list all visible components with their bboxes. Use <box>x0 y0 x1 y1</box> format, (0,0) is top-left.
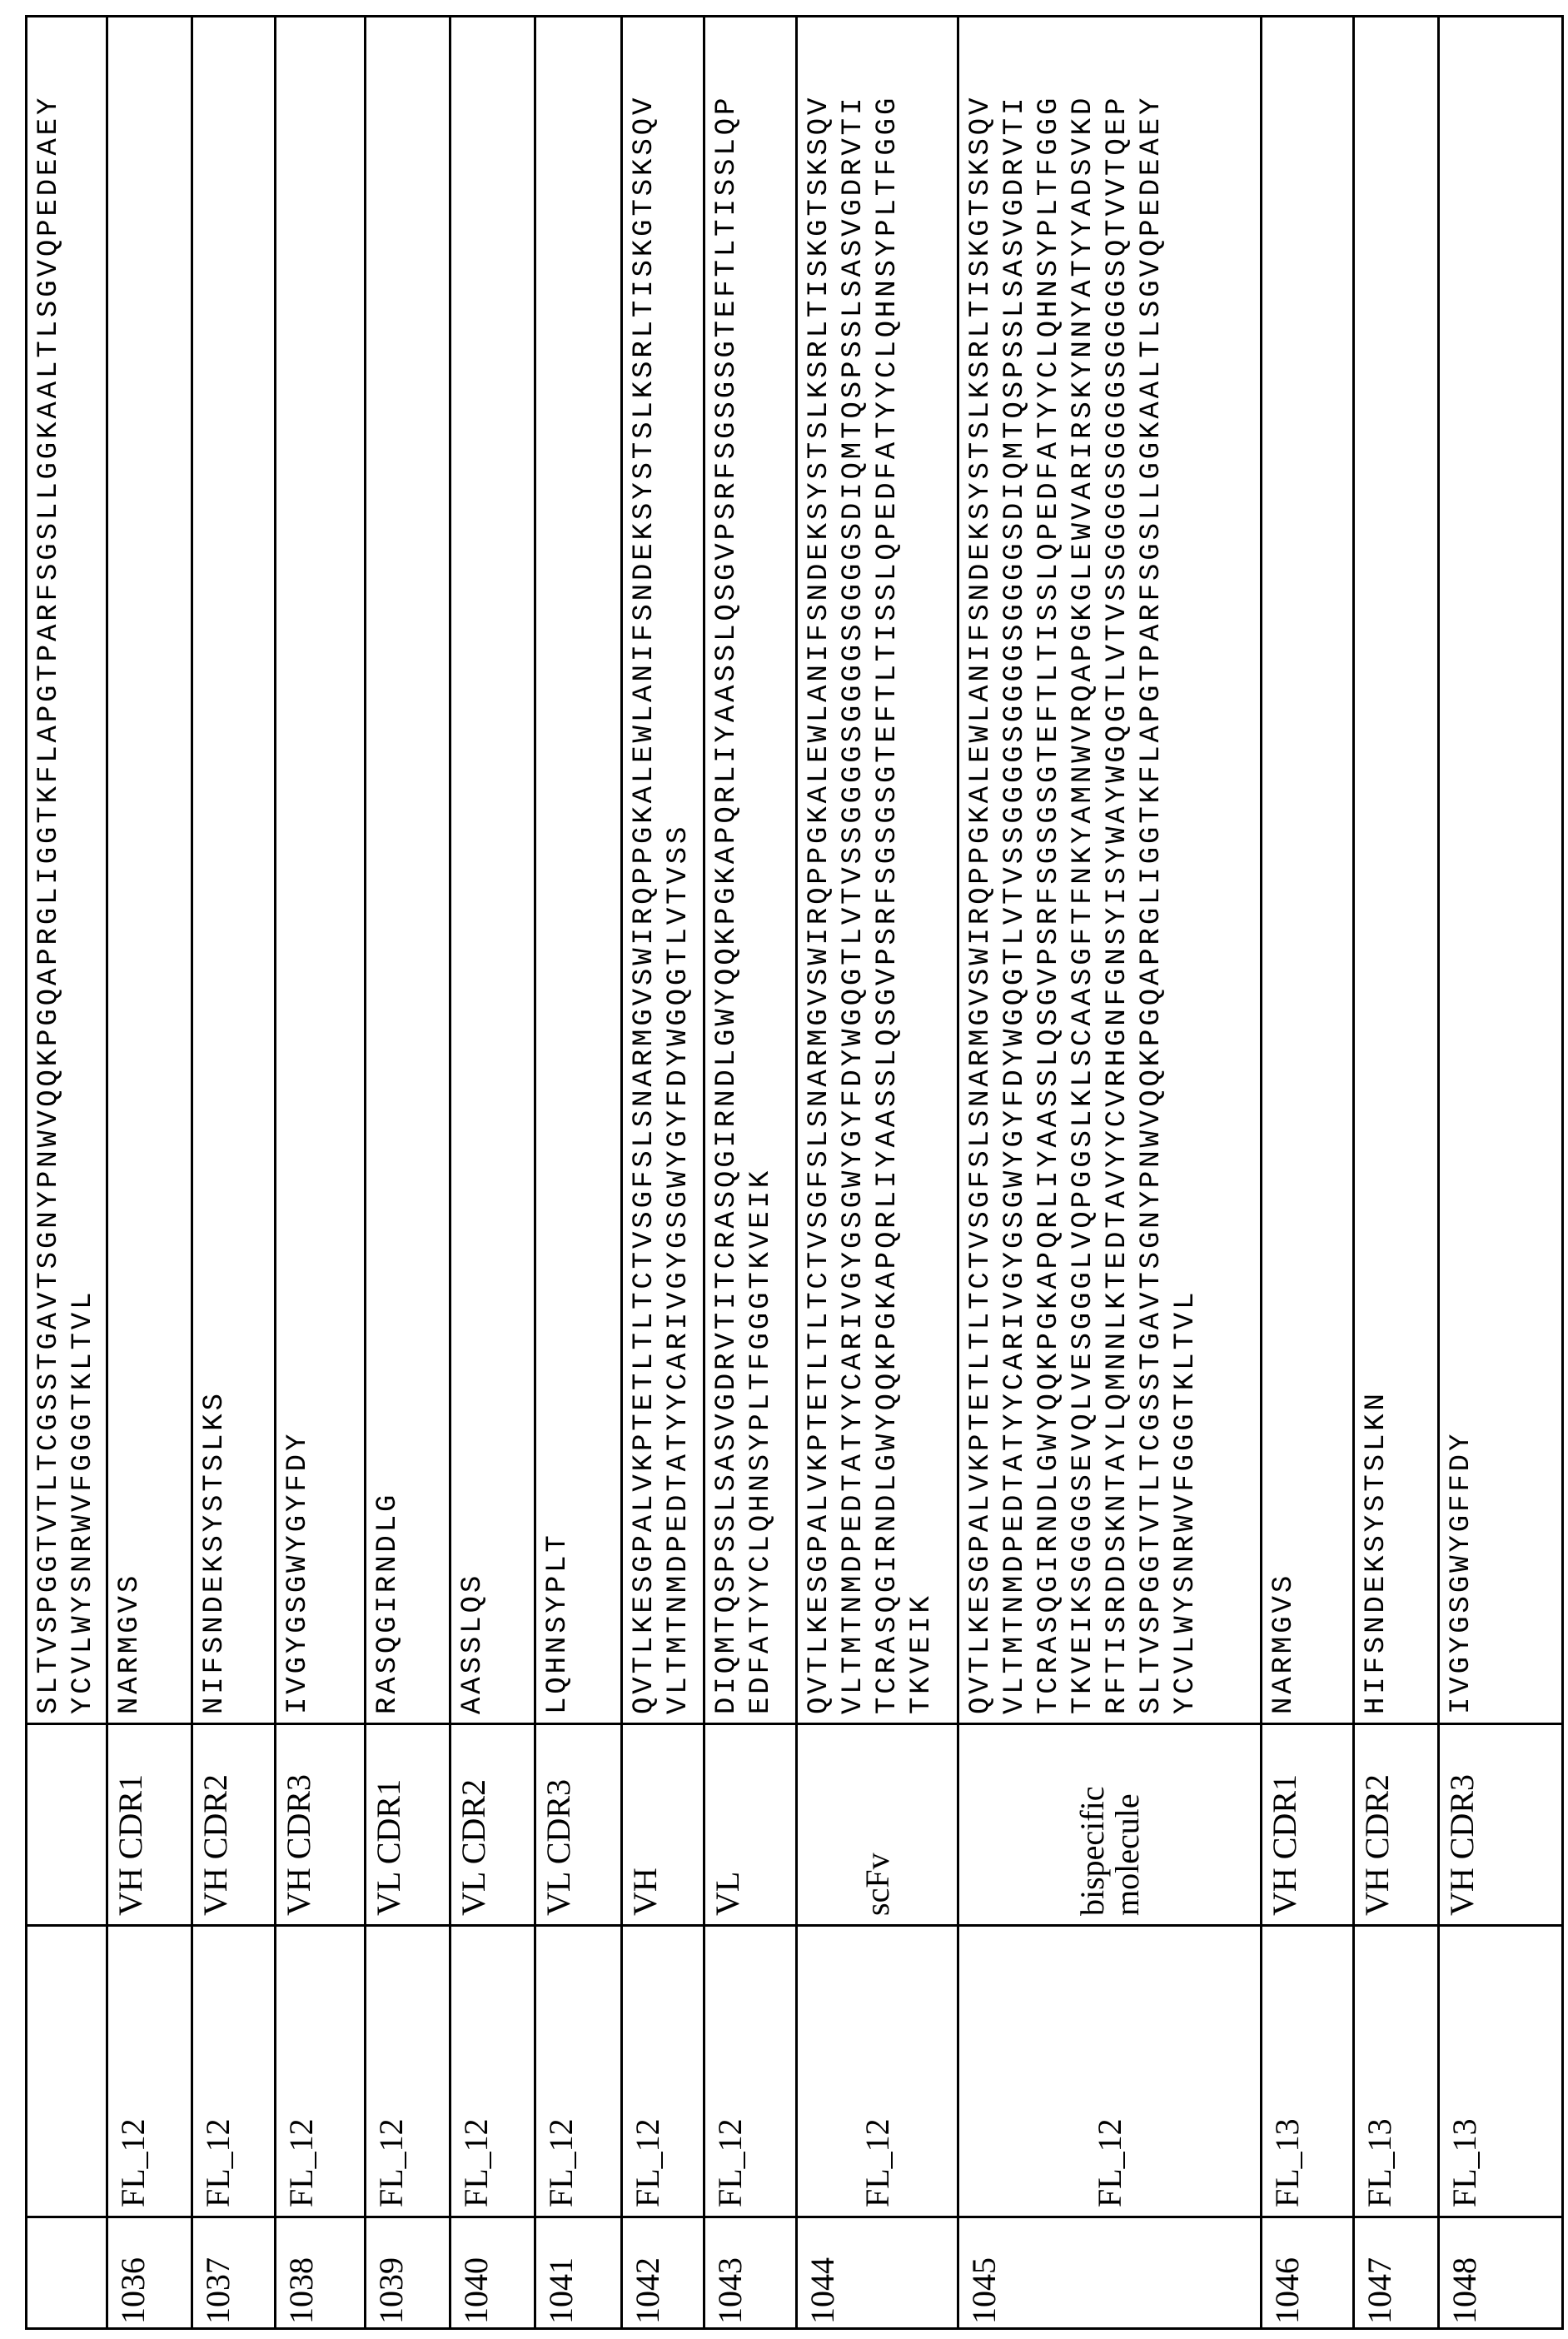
construct-name-cell: FL_12 <box>366 1926 450 2217</box>
construct-name-cell <box>27 1926 107 2217</box>
sequence-cell: HIFSNDEKSYSTSLKN <box>1354 17 1439 1724</box>
construct-name-cell: FL_12 <box>704 1926 797 2217</box>
sequence-cell: NIFSNDEKSYSTSLKS <box>192 17 276 1724</box>
construct-name-cell: FL_12 <box>192 1926 276 2217</box>
seq-id-cell: 1040 <box>450 2217 535 2329</box>
construct-name-cell: FL_12 <box>622 1926 704 2217</box>
table-row <box>535 17 622 2329</box>
region-type-cell: VH CDR2 <box>1354 1724 1439 1926</box>
sequence-cell: LQHNSYPLT <box>535 17 622 1724</box>
sequence-table <box>25 15 1564 2330</box>
seq-id-cell: 1047 <box>1354 2217 1439 2329</box>
table-row <box>27 17 107 2329</box>
seq-id-cell: 1044 <box>797 2217 958 2329</box>
table-row <box>366 17 450 2329</box>
sequence-cell: IVGYGSGWYGFFDY <box>1439 17 1563 1724</box>
seq-id-cell <box>27 2217 107 2329</box>
sequence-cell: QVTLKESGPALVKPTETLTLTCTVSGFSLSNARMGVSWIRQPPGKALEWLANIFSNDEKSYSTSLKSRLTISKGTSKSQV VLTMTNMDPEDTATYYCARIVGYGSGWYGYFDYWGQGTLVTVSSGGGGSGGGGSGGGGSDIQMTQSPSSLSASVGDRVTI TCRASQGIRNDLGWYQQKPGKAPQRLIYAASSLQSGVPSRFSGSGSGTEFTLTISSLQPEDFATYYCLQHNSYPLTFGGG TKVEIKSGGGGSEVQLVESGGGLVQPGGSLKLSCAASGFTFNKYAMNWVRQAPGKGLEWVARIRSKYNNYATYYADSVKD RFTISRDDSKNTAYLQMNNLKTEDTAVYYCVRHGNFGNSYISYWAYWGQGTLVTVSSGGGGSGGGGSGGGGSQTVVTQEP SLTVSPGGTVTLTCGSSTGAVTSGNYPNWVQQKPGQAPRGLIGGTKFLAPGTPARFSGSLLGGKAALTLSGVQPEDEAEY YCVLWYSNRWVFGGGTKLTVL <box>958 17 1262 1724</box>
table-row <box>958 17 1262 2329</box>
region-type-cell: VH CDR3 <box>1439 1724 1563 1926</box>
seq-id-cell: 1038 <box>276 2217 366 2329</box>
construct-name-cell: FL_13 <box>1262 1926 1354 2217</box>
sequence-cell: QVTLKESGPALVKPTETLTLTCTVSGFSLSNARMGVSWIRQPPGKALEWLANIFSNDEKSYSTSLKSRLTISKGTSKSQV VLTMTNMDPEDTATYYCARIVGYGSGWYGYFDYWGQGTLVTVSS <box>622 17 704 1724</box>
region-type-cell: VH CDR1 <box>107 1724 192 1926</box>
region-type-cell: VL <box>704 1724 797 1926</box>
table-row <box>622 17 704 2329</box>
construct-name-cell: FL_12 <box>958 1926 1262 2217</box>
seq-id-cell: 1041 <box>535 2217 622 2329</box>
sequence-cell: QVTLKESGPALVKPTETLTLTCTVSGFSLSNARMGVSWIRQPPGKALEWLANIFSNDEKSYSTSLKSRLTISKGTSKSQV VLTMTNMDPEDTATYYCARIVGYGSGWYGYFDYWGQGTLVTVSSGGGGSGGGGSGGGGSDIQMTQSPSSLSASVGDRVTI TCRASQGIRNDLGWYQQKPGKAPQRLIYAASSLQSGVPSRFSGSGSGTEFTLTISSLQPEDFATYYCLQHNSYPLTFGGG TKVEIK <box>797 17 958 1724</box>
table-row <box>192 17 276 2329</box>
sequence-cell: NARMGVS <box>107 17 192 1724</box>
seq-id-cell: 1045 <box>958 2217 1262 2329</box>
region-type-cell: VL CDR2 <box>450 1724 535 1926</box>
sequence-cell: RASQGIRNDLG <box>366 17 450 1724</box>
construct-name-cell: FL_12 <box>797 1926 958 2217</box>
region-type-cell: VH CDR2 <box>192 1724 276 1926</box>
table-row <box>1354 17 1439 2329</box>
table-row <box>1439 17 1563 2329</box>
table-row <box>1262 17 1354 2329</box>
region-type-cell: VH CDR3 <box>276 1724 366 1926</box>
table-row <box>450 17 535 2329</box>
seq-id-cell: 1037 <box>192 2217 276 2329</box>
sequence-cell: SLTVSPGGTVTLTCGSSTGAVTSGNYPNWVQQKPGQAPRGLIGGTKFLAPGTPARFSGSLLGGKAALTLSGVQPEDEAEY YCVLWYSNRWVFGGGTKLTVL <box>27 17 107 1724</box>
seq-id-cell: 1042 <box>622 2217 704 2329</box>
seq-id-cell: 1048 <box>1439 2217 1563 2329</box>
region-type-cell: VL CDR1 <box>366 1724 450 1926</box>
sequence-cell: DIQMTQSPSSLSASVGDRVTITCRASQGIRNDLGWYQQKPGKAPQRLIYAASSLQSGVPSRFSGSGSGTEFTLTISSLQP EDFATYYCLQHNSYPLTFGGGTKVEIK <box>704 17 797 1724</box>
region-type-cell <box>27 1724 107 1926</box>
table-row <box>276 17 366 2329</box>
region-type-cell: VH CDR1 <box>1262 1724 1354 1926</box>
table-row <box>797 17 958 2329</box>
region-type-cell: VH <box>622 1724 704 1926</box>
construct-name-cell: FL_12 <box>276 1926 366 2217</box>
construct-name-cell: FL_13 <box>1354 1926 1439 2217</box>
seq-id-cell: 1036 <box>107 2217 192 2329</box>
sequence-cell: NARMGVS <box>1262 17 1354 1724</box>
sequence-cell: IVGYGSGWYGYFDY <box>276 17 366 1724</box>
construct-name-cell: FL_12 <box>450 1926 535 2217</box>
construct-name-cell: FL_13 <box>1439 1926 1563 2217</box>
construct-name-cell: FL_12 <box>107 1926 192 2217</box>
seq-id-cell: 1043 <box>704 2217 797 2329</box>
region-type-cell: bispecific molecule <box>958 1724 1262 1926</box>
table-row <box>107 17 192 2329</box>
seq-id-cell: 1039 <box>366 2217 450 2329</box>
sequence-cell: AASSLQS <box>450 17 535 1724</box>
region-type-cell: scFv <box>797 1724 958 1926</box>
rotated-sequence-table <box>25 15 1561 2330</box>
region-type-cell: VL CDR3 <box>535 1724 622 1926</box>
table-row <box>704 17 797 2329</box>
seq-id-cell: 1046 <box>1262 2217 1354 2329</box>
construct-name-cell: FL_12 <box>535 1926 622 2217</box>
